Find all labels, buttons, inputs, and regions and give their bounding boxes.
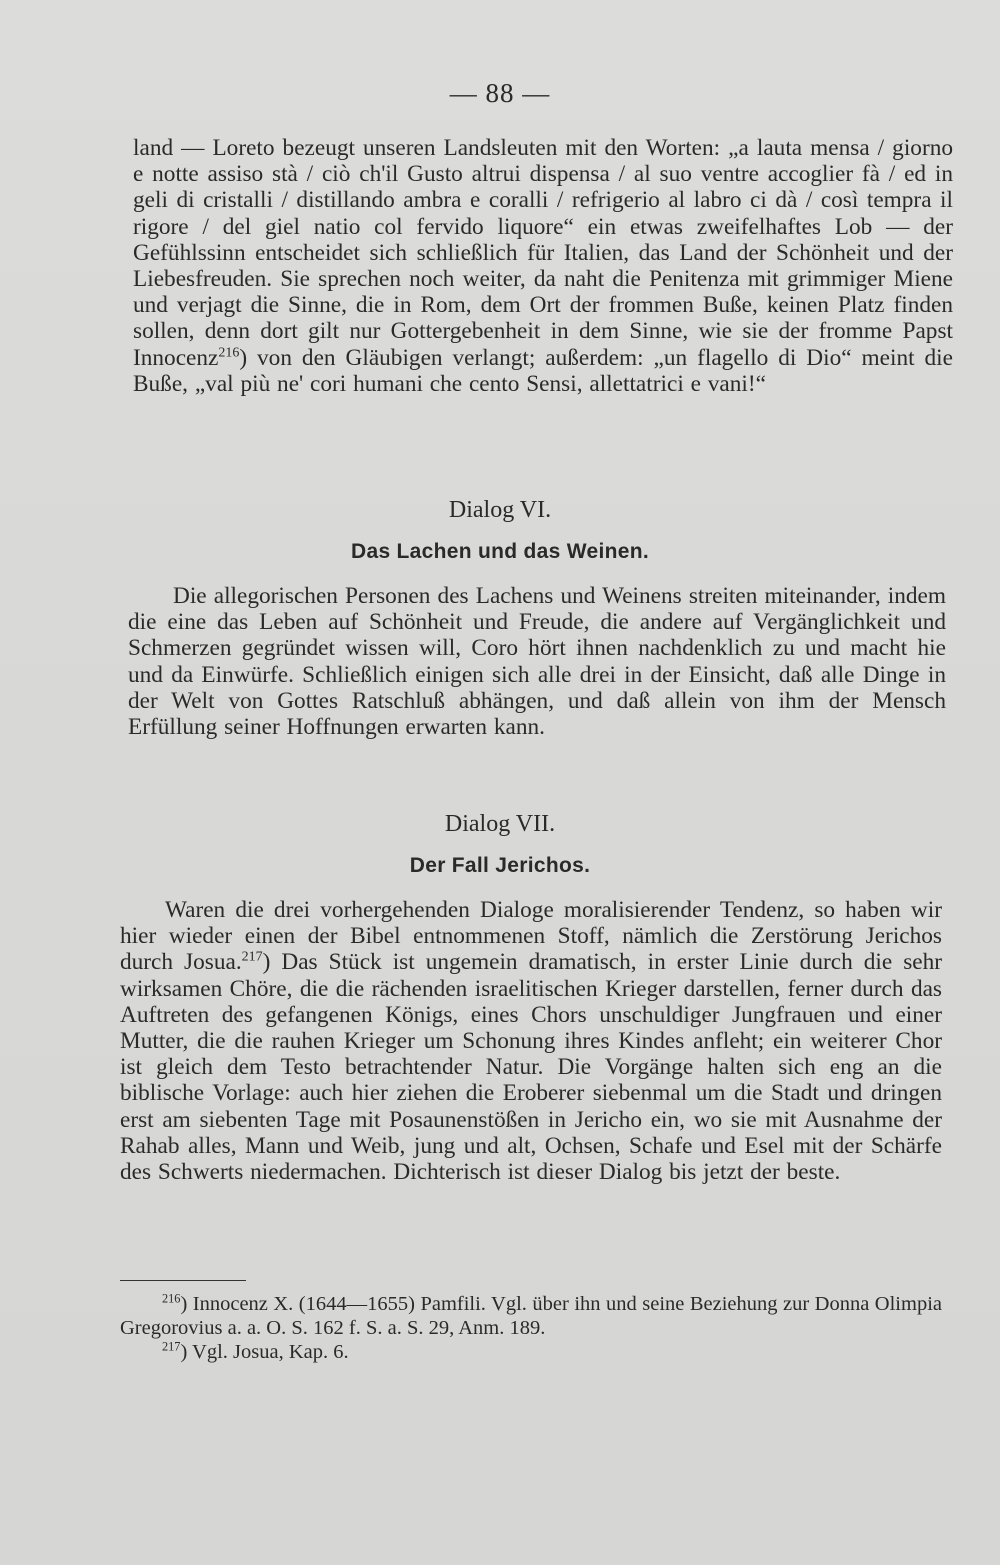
dialog-6-paragraph: Die allegorischen Personen des Lachens und Weinens streiten miteinander, indem die eine das Leben auf Schönheit und Freude, die andere auf Vergänglichkeit und Schmerzen gegründet wissen will, Coro hört ihnen nachdenklich zu und macht hie und da Einwürfe. Schließlich einigen sich alle drei in der Einsicht, daß alle Dinge in der Welt von Gottes Ratschluß abhängen, und daß allein von ihm der Mensch Erfüllung seiner Hoffnungen erwarten kann. bbox=[128, 583, 946, 741]
dialog-7-subtitle: Der Fall Jerichos. bbox=[409, 854, 591, 877]
footnote-rule bbox=[120, 1280, 246, 1281]
paragraph-loreto bbox=[133, 135, 953, 397]
footnote bbox=[120, 1292, 942, 1340]
footnote-number: 216 bbox=[162, 1291, 181, 1306]
dialog-7-paragraph: Waren die drei vorhergehenden Dialoge moralisierender Tendenz, so haben wir hier wieder einen der Bibel entnommenen Stoff, nämlich die Zerstörung Jerichos durch Josua. bbox=[120, 897, 942, 976]
footnote-number: 217 bbox=[162, 1339, 181, 1354]
footnote bbox=[120, 1340, 942, 1364]
page-number: — 88 — bbox=[449, 78, 551, 108]
dialog-7-title: Dialog VII. bbox=[444, 811, 556, 837]
footnote-text: ) Vgl. Josua, Kap. 6. bbox=[180, 1341, 349, 1363]
dialog-7-text bbox=[120, 897, 942, 1185]
dialog-6-subtitle: Das Lachen und das Weinen. bbox=[351, 540, 649, 563]
dialog-7-paragraph-end: ) Das Stück ist ungemein dramatisch, in erster Linie durch die sehr wirksamen Chöre, die die rächenden israelitischen Krieger darstellen, ferner durch das Auftreten des gefangenen Königs, eines Chors unschuldiger Jungfrauen und einer Mutter, die die rauhen Krieger um Schonung ihres Kindes anfleht; ein weiterer Chor ist gleich dem Testo betrachtender Natur. Die Vorgänge halten sich eng an die biblische Vorlage: auch hier ziehen die Eroberer siebenmal um die Stadt und dringen erst am siebenten Tage mit Posaunenstößen in Jericho ein, wo sie mit Ausnahme der Rahab alles, Mann und Weib, jung und alt, Ochsen, Schafe und Esel mit der Schärfe des Schwerts niedermachen. Dichterisch ist dieser Dialog bis jetzt der beste. bbox=[120, 949, 943, 1186]
paragraph-text: land — Loreto bezeugt unseren Landsleuten mit den Worten: „a lauta mensa / giorno e notte assiso stà / ciò ch'il Gusto altrui dispensa / al suo ventre accoglier fà / ed in geli di cristalli / distillando ambra e coralli / refrigerio al labro ci dà / così tempra il rigore / del giel natio col fervido liquore“ ein etwas zweifelhaftes Lob — der Gefühlssinn entscheidet sich schließlich für Italien, das Land der Schönheit und der Liebesfreuden. Sie sprechen noch weiter, da naht die Penitenza mit grimmiger Miene und verjagt die Sinne, die in Rom, dem Ort der frommen Buße, keinen Platz finden sollen, denn dort gilt nur Gottergebenheit in dem Sinne, wie sie der fromme Papst Innocenz bbox=[133, 135, 953, 371]
footnotes bbox=[120, 1292, 942, 1364]
footnote-text: ) Innocenz X. (1644—1655) Pamfili. Vgl. über ihn und seine Beziehung zur Donna Olimpia Gregorovius a. a. O. S. 162 f. S. a. S. 29, Anm. 189. bbox=[120, 1293, 942, 1339]
footnote-ref: 216 bbox=[218, 345, 240, 361]
paragraph-text-end: ) von den Gläubigen verlangt; außerdem: „un flagello di Dio“ meint die Buße, „val più ne' cori humani che cento Sensi, allettatrici e vani!“ bbox=[133, 344, 953, 397]
dialog-6-text bbox=[128, 583, 946, 740]
footnote-ref: 217 bbox=[241, 950, 263, 966]
dialog-6-title: Dialog VI. bbox=[448, 497, 552, 523]
